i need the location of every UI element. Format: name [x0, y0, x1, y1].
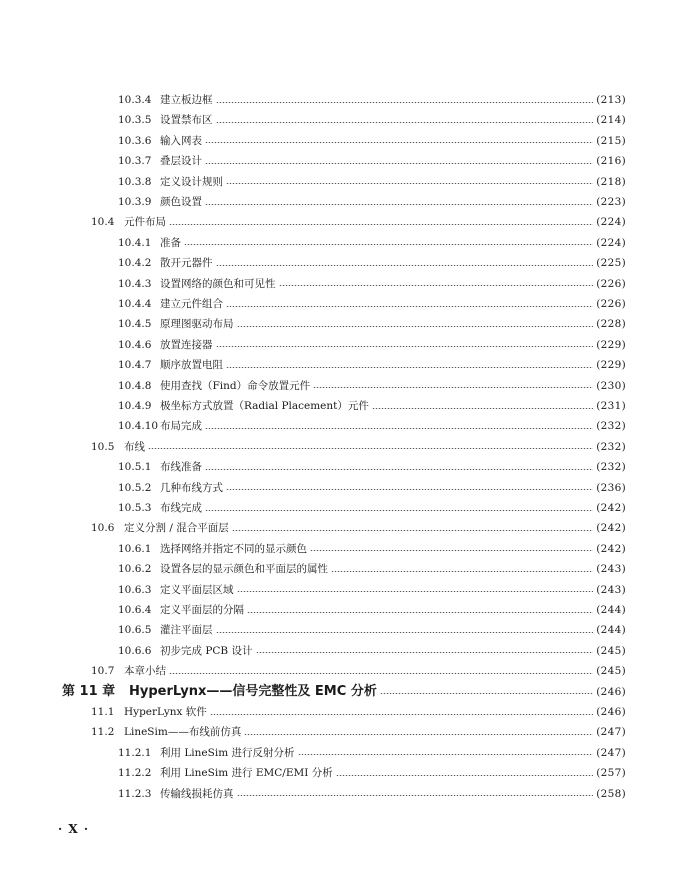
- dot-leader: [237, 591, 594, 592]
- toc-entry-title: 定义分割 / 混合平面层: [124, 522, 229, 535]
- toc-entry-page: (245): [596, 665, 626, 678]
- toc-entry-number: 11.2.2: [118, 767, 152, 780]
- toc-entry-title: 设置网络的颜色和可见性: [160, 277, 276, 290]
- toc-entry-number: 10.4: [91, 216, 115, 229]
- toc-entry-number: 11.2.3: [118, 787, 152, 800]
- toc-entry-page: (258): [596, 787, 626, 800]
- toc-section-entry: [91, 723, 626, 741]
- toc-entry-page: (224): [596, 236, 626, 249]
- toc-entry-number: 11.2: [91, 726, 115, 739]
- dot-leader: [216, 122, 594, 123]
- toc-chapter-entry: [62, 683, 626, 701]
- toc-entry-page: (226): [596, 298, 626, 310]
- toc-subsection-entry: [118, 601, 626, 619]
- toc-entry-title: 设置各层的显示颜色和平面层的属性: [160, 563, 328, 576]
- dot-leader: [169, 224, 593, 225]
- toc-subsection-entry: [118, 152, 626, 170]
- toc-subsection-entry: [118, 744, 626, 762]
- dot-leader: [247, 612, 593, 613]
- toc-entry-number: 10.5.3: [118, 502, 152, 514]
- toc-entry-title: 初步完成 PCB 设计: [160, 644, 253, 657]
- toc-entry-title: 输入网表: [160, 134, 202, 147]
- toc-entry-title: 定义平面层的分隔: [160, 604, 244, 616]
- toc-entry-number: 10.4.2: [118, 257, 152, 270]
- toc-entry-title: 建立板边框: [160, 94, 213, 106]
- toc-entry-page: (242): [596, 542, 626, 555]
- dot-leader: [298, 754, 594, 755]
- toc-entry-title: 原理图驱动布局: [160, 318, 234, 331]
- toc-entry-page: (247): [596, 746, 626, 759]
- toc-entry-page: (223): [596, 196, 626, 208]
- toc-entry-page: (226): [596, 277, 626, 290]
- toc-entry-title: 使用查找（Find）命令放置元件: [160, 379, 311, 392]
- dot-leader: [169, 673, 593, 674]
- toc-entry-page: (230): [596, 379, 626, 392]
- toc-entry-title: 布线完成: [160, 502, 202, 514]
- dot-leader: [148, 448, 593, 449]
- toc-entry-title: 布线: [124, 440, 145, 453]
- toc-subsection-entry: [118, 479, 626, 497]
- toc-entry-number: 10.4.9: [118, 400, 152, 412]
- toc-entry-page: (231): [596, 400, 626, 412]
- toc-entry-page: (242): [596, 502, 626, 514]
- toc-subsection-entry: [118, 234, 626, 252]
- dot-leader: [226, 367, 593, 368]
- toc-subsection-entry: [118, 458, 626, 476]
- toc-subsection-entry: [118, 417, 626, 435]
- toc-entry-number: 10.4.5: [118, 318, 152, 331]
- toc-entry-number: 10.6: [91, 522, 115, 535]
- dot-leader: [313, 387, 593, 388]
- toc-entry-number: 10.7: [91, 665, 115, 678]
- toc-entry-page: (232): [596, 440, 626, 453]
- toc-entry-title: 建立元件组合: [160, 298, 223, 310]
- toc-entry-number: 10.3.7: [118, 155, 152, 168]
- toc-entry-number: 10.5.2: [118, 481, 152, 494]
- dot-leader: [237, 326, 594, 327]
- toc-entry-title: 放置连接器: [160, 338, 213, 351]
- toc-entry-page: (224): [596, 216, 626, 229]
- toc-entry-title: HyperLynx——信号完整性及 EMC 分析: [129, 683, 377, 699]
- toc-entry-title: 灌注平面层: [160, 624, 213, 637]
- toc-subsection-entry: [118, 560, 626, 578]
- toc-section-entry: [91, 213, 626, 231]
- dot-leader: [205, 510, 593, 511]
- dot-leader: [256, 652, 594, 653]
- dot-leader: [244, 734, 593, 735]
- toc-subsection-entry: [118, 377, 626, 395]
- toc-entry-number: 10.4.3: [118, 277, 152, 290]
- toc-entry-page: (225): [596, 257, 626, 270]
- toc-subsection-entry: [118, 764, 626, 782]
- toc-entry-page: (232): [596, 420, 626, 433]
- dot-leader: [205, 163, 593, 164]
- toc-entry-page: (229): [596, 359, 626, 372]
- dot-leader: [216, 632, 594, 633]
- toc-entry-page: (246): [596, 685, 626, 698]
- toc-entry-title: 本章小结: [124, 665, 166, 678]
- toc-subsection-entry: [118, 540, 626, 558]
- dot-leader: [336, 775, 594, 776]
- dot-leader: [279, 285, 594, 286]
- toc-entry-title: 散开元器件: [160, 257, 213, 270]
- toc-entry-title: 顺序放置电阻: [160, 359, 223, 372]
- page-number-footer: · X ·: [58, 822, 90, 836]
- toc-subsection-entry: [118, 642, 626, 660]
- toc-entry-page: (229): [596, 338, 626, 351]
- toc-subsection-entry: [118, 315, 626, 333]
- toc-subsection-entry: [118, 785, 626, 803]
- toc-entry-title: 叠层设计: [160, 155, 202, 168]
- toc-entry-number: 10.3.9: [118, 196, 152, 208]
- toc-entry-title: LineSim——布线前仿真: [124, 726, 242, 739]
- toc-entry-title: 利用 LineSim 进行 EMC/EMI 分析: [160, 767, 333, 780]
- toc-entry-number: 11.2.1: [118, 746, 152, 759]
- toc-entry-page: (243): [596, 583, 626, 596]
- toc-subsection-entry: [118, 254, 626, 272]
- toc-subsection-entry: [118, 356, 626, 374]
- toc-entry-title: 定义设计规则: [160, 175, 223, 188]
- dot-leader: [372, 408, 593, 409]
- toc-entry-title: 定义平面层区域: [160, 583, 234, 596]
- dot-leader: [226, 183, 593, 184]
- toc-entry-number: 10.6.4: [118, 604, 152, 616]
- toc-entry-page: (242): [596, 522, 626, 535]
- dot-leader: [331, 571, 593, 572]
- dot-leader: [205, 428, 593, 429]
- toc-entry-number: 10.3.4: [118, 94, 152, 106]
- toc-entry-title: 布线准备: [160, 461, 202, 474]
- toc-section-entry: [91, 662, 626, 680]
- toc-subsection-entry: [118, 499, 626, 517]
- toc-entry-title: 准备: [160, 236, 181, 249]
- dot-leader: [226, 489, 593, 490]
- toc-entry-number: 10.4.4: [118, 298, 152, 310]
- toc-subsection-entry: [118, 397, 626, 415]
- dot-leader: [216, 265, 594, 266]
- toc-entry-number: 10.3.6: [118, 134, 152, 147]
- toc-entry-title: 元件布局: [124, 216, 166, 229]
- toc-entry-number: 10.4.8: [118, 379, 152, 392]
- toc-entry-number: 10.4.7: [118, 359, 152, 372]
- toc-entry-title: 布局完成: [160, 420, 202, 433]
- toc-section-entry: [91, 703, 626, 721]
- toc-entry-page: (236): [596, 481, 626, 494]
- dot-leader: [205, 204, 593, 205]
- dot-leader: [205, 142, 593, 143]
- toc-entry-page: (232): [596, 461, 626, 474]
- toc-entry-title: HyperLynx 软件: [124, 706, 207, 718]
- toc-entry-title: 颜色设置: [160, 196, 202, 208]
- toc-entry-page: (247): [596, 726, 626, 739]
- toc-entry-number: 11.1: [91, 706, 115, 718]
- toc-entry-number: 10.5: [91, 440, 115, 453]
- toc-section-entry: [91, 519, 626, 537]
- toc-entry-page: (216): [596, 155, 626, 168]
- toc-entry-page: (215): [596, 134, 626, 147]
- dot-leader: [380, 693, 593, 694]
- toc-entry-title: 设置禁布区: [160, 114, 213, 127]
- dot-leader: [232, 530, 594, 531]
- toc-entry-page: (245): [596, 644, 626, 657]
- dot-leader: [210, 714, 593, 715]
- dot-leader: [310, 550, 593, 551]
- toc-entry-number: 10.6.5: [118, 624, 152, 637]
- dot-leader: [184, 244, 593, 245]
- toc-entry-page: (228): [596, 318, 626, 331]
- toc-entry-page: (257): [596, 767, 626, 780]
- dot-leader: [216, 346, 594, 347]
- dot-leader: [205, 469, 593, 470]
- toc-entry-number: 10.4.10: [118, 420, 159, 433]
- toc-entry-page: (243): [596, 563, 626, 576]
- toc-subsection-entry: [118, 132, 626, 150]
- toc-subsection-entry: [118, 193, 626, 211]
- toc-entry-page: (218): [596, 175, 626, 188]
- toc-subsection-entry: [118, 295, 626, 313]
- toc-entry-page: (213): [596, 94, 626, 106]
- toc-entry-page: (244): [596, 604, 626, 616]
- toc-subsection-entry: [118, 173, 626, 191]
- toc-subsection-entry: [118, 275, 626, 293]
- toc-entry-page: (246): [596, 706, 626, 718]
- dot-leader: [216, 102, 594, 103]
- toc-subsection-entry: [118, 581, 626, 599]
- toc-section-entry: [91, 438, 626, 456]
- toc-subsection-entry: [118, 111, 626, 129]
- toc-entry-number: 10.4.6: [118, 338, 152, 351]
- toc-entry-number: 10.3.8: [118, 175, 152, 188]
- toc-entry-number: 10.6.1: [118, 542, 152, 555]
- toc-entry-number: 10.3.5: [118, 114, 152, 127]
- toc-entry-number: 10.4.1: [118, 236, 152, 249]
- toc-entry-number: 10.6.3: [118, 583, 152, 596]
- dot-leader: [237, 795, 594, 796]
- toc-entry-title: 传输线损耗仿真: [160, 787, 234, 800]
- toc-entry-number: 10.6.2: [118, 563, 152, 576]
- toc-entry-title: 利用 LineSim 进行反射分析: [160, 746, 295, 759]
- toc-entry-number: 10.5.1: [118, 461, 152, 474]
- toc-entry-page: (244): [596, 624, 626, 637]
- dot-leader: [226, 306, 593, 307]
- toc-entry-number: 10.6.6: [118, 644, 152, 657]
- toc-entry-title: 选择网络并指定不同的显示颜色: [160, 542, 307, 555]
- toc-entry-number: 第 11 章: [62, 683, 116, 699]
- toc-entry-title: 极坐标方式放置（Radial Placement）元件: [160, 400, 369, 412]
- toc-entry-title: 几种布线方式: [160, 481, 223, 494]
- toc-subsection-entry: [118, 336, 626, 354]
- toc-entry-page: (214): [596, 114, 626, 127]
- toc-subsection-entry: [118, 91, 626, 109]
- toc-subsection-entry: [118, 621, 626, 639]
